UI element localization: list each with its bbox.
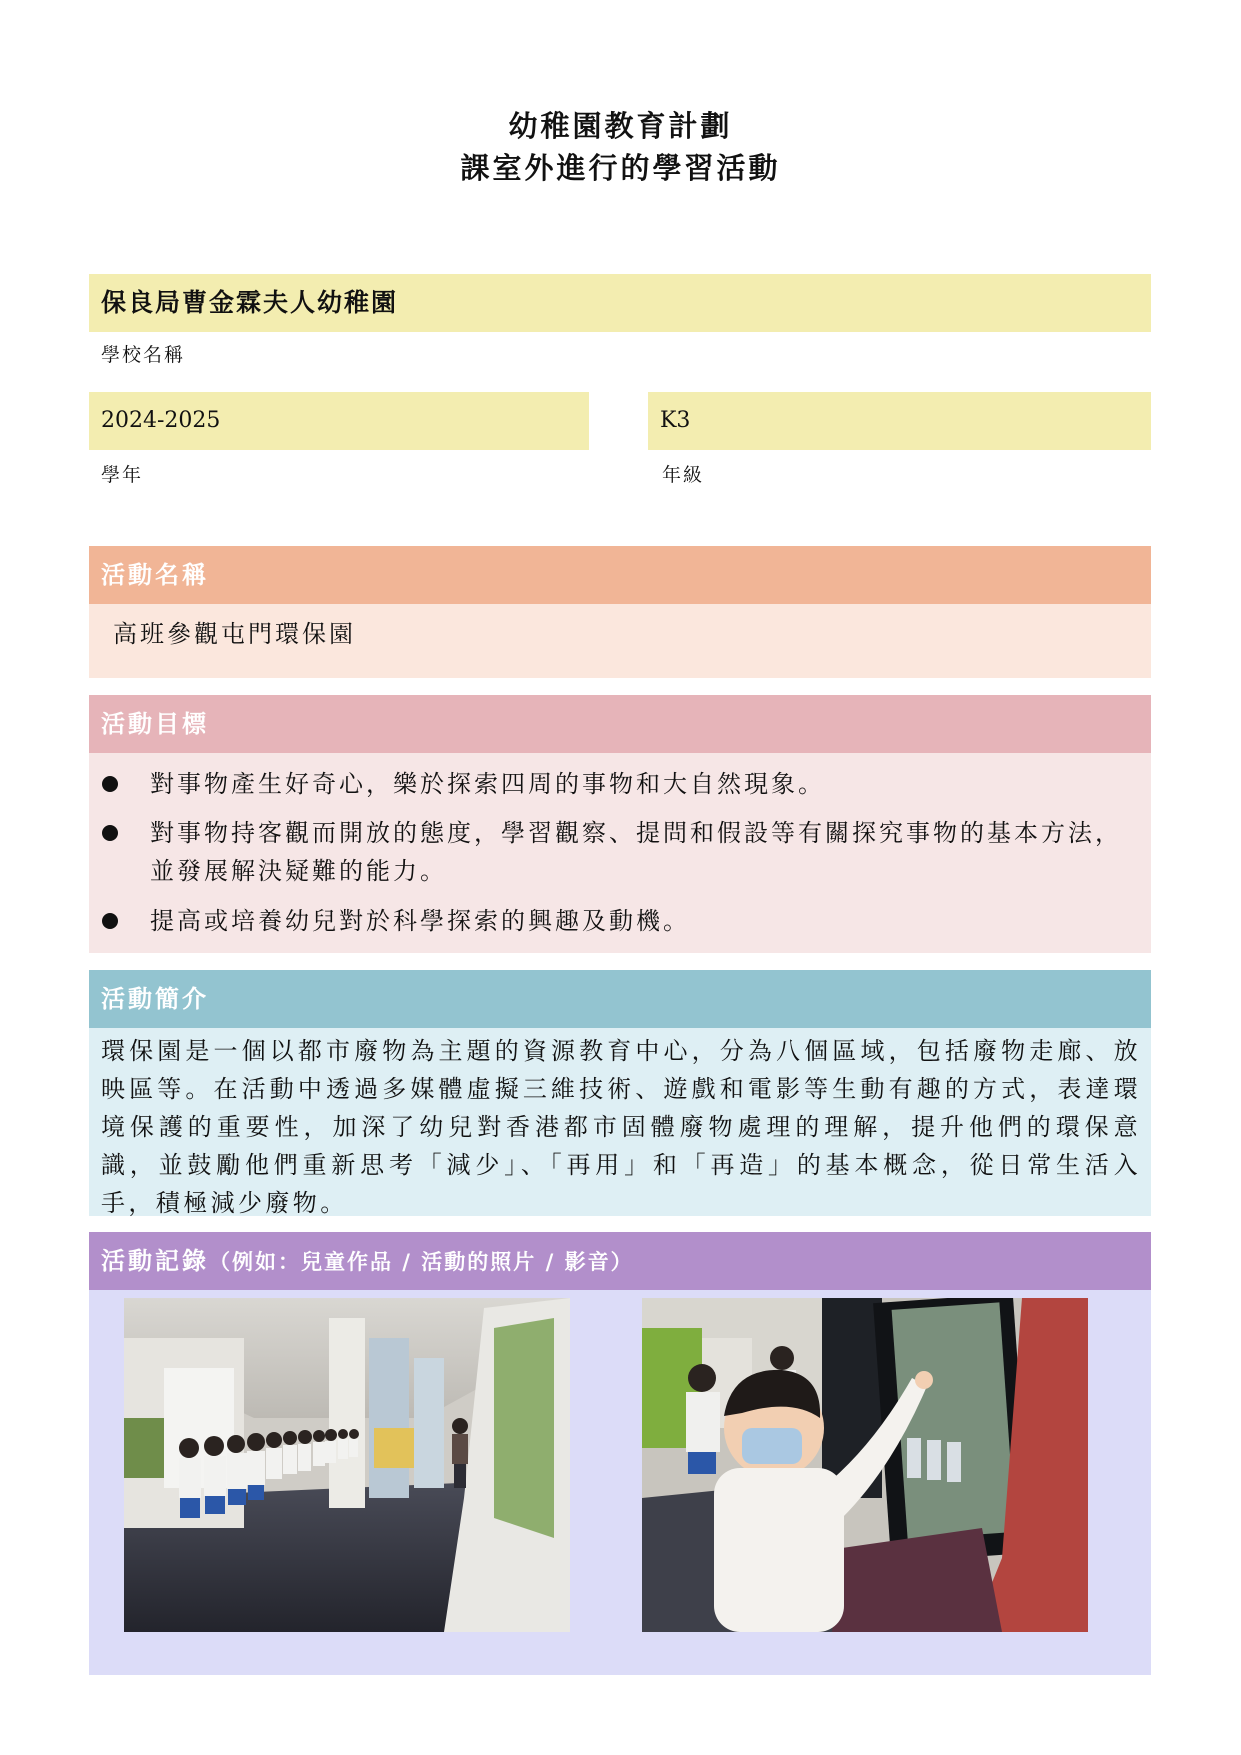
record-heading	[89, 1232, 1151, 1290]
grade-label: 年級	[662, 464, 705, 486]
objective-item: 對事物產生好奇心，樂於探索四周的事物和大自然現象。	[150, 770, 825, 798]
objective-item: 提高或培養幼兒對於科學探索的興趣及動機。	[150, 907, 690, 935]
school-name-label: 學校名稱	[101, 344, 186, 366]
school-year-label: 學年	[101, 464, 144, 486]
record-heading-note: （例如：兒童作品 / 活動的照片 / 影音）	[209, 1249, 634, 1274]
bullet-icon	[102, 825, 118, 841]
introduction-heading: 活動簡介	[89, 970, 1151, 1028]
bullet-icon	[102, 913, 118, 929]
grade-field: K3	[648, 392, 1151, 450]
introduction-text: 環保園是一個以都市廢物為主題的資源教育中心，分為八個區域，包括廢物走廊、放映區等。在活動中透過多媒體虛擬三維技術、遊戲和電影等生動有趣的方式，表達環境保護的重要性，加深了幼兒對香港都市固體廢物處理的理解，提升他們的環保意識，並鼓勵他們重新思考「減少」、「再用」和「再造」的基本概念，從日常生活入手，積極減少廢物。	[101, 1037, 1141, 1217]
document-subtitle: 課室外進行的學習活動	[460, 151, 781, 185]
document-title: 幼稚園教育計劃	[508, 109, 733, 143]
activity-name-heading: 活動名稱	[89, 546, 1151, 604]
activity-photo-touchscreen	[642, 1298, 1088, 1632]
bullet-icon	[102, 776, 118, 792]
school-year-field: 2024-2025	[89, 392, 589, 450]
activity-name-body	[89, 604, 1151, 678]
objectives-heading: 活動目標	[89, 695, 1151, 753]
objective-item: 對事物持客觀而開放的態度，學習觀察、提問和假設等有關探究事物的基本方法， 並發展解決疑難的能力。	[150, 819, 1122, 885]
activity-name-text: 高班參觀屯門環保園	[113, 620, 356, 648]
school-name-field: 保良局曹金霖夫人幼稚園	[89, 274, 1151, 332]
record-heading-title: 活動記錄	[101, 1246, 209, 1275]
activity-photo-corridor	[124, 1298, 570, 1632]
